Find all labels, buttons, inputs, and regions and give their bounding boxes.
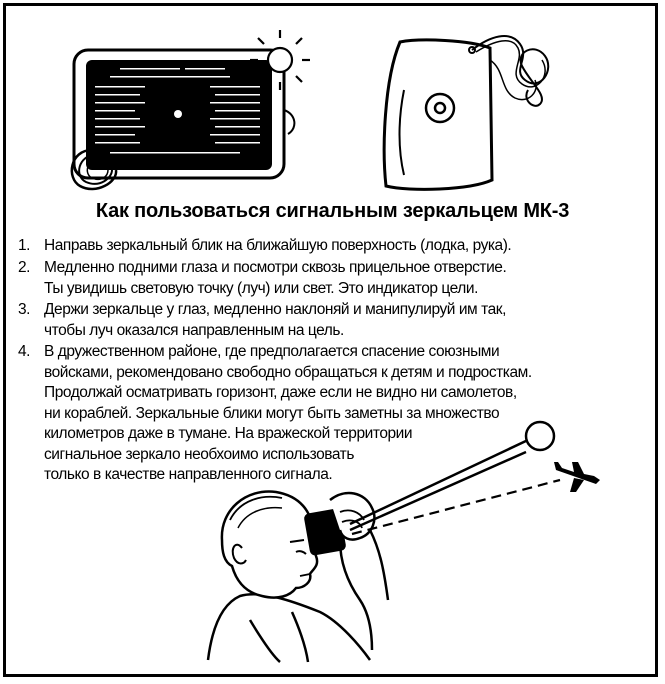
step-text: Медленно подними глаза и посмотри сквозь прицельное отверстие. [44,259,507,276]
step-text: Ты увидишь световую точку (луч) или свет. Это индикатор цели. [44,279,478,297]
step-number: 4. [18,343,31,360]
step-text: войсками, рекомендовано свободно обращаться к детям и подросткам. [44,363,532,381]
step-text: Продолжай осматривать горизонт, даже если не видно ни самолетов, [44,384,517,401]
step-number: 3. [18,301,31,318]
step-number: 2. [18,259,31,276]
step-text: В дружественном районе, где предполагается спасение союзными [44,343,500,360]
step-number: 1. [18,237,31,254]
step-3 [18,300,506,341]
step-text: сигнальное зеркало необхоимо использовать [44,445,354,463]
step-text: Держи зеркальце у глаз, медленно наклоняй и манипулируй им так, [44,301,506,318]
page-title: Как пользоваться сигнальным зеркальцем МК-3 [95,200,570,222]
step-text: только в качестве направленного сигнала. [44,466,333,483]
step-text: километров даже в тумане. На вражеской территории [44,425,413,442]
step-1 [18,236,511,257]
step-text: Направь зеркальный блик на ближайшую поверхность (лодка, рука). [44,237,512,254]
airplane-icon [554,462,600,492]
signal-mirror-back [384,36,548,189]
step-2 [18,258,506,299]
signal-mirror-front [72,50,295,189]
step-text: чтобы луч оказался направленным на цель. [44,321,344,339]
step-4 [18,342,532,486]
step-text: ни кораблей. Зеркальные блики могут быть заметны за множество [44,404,500,422]
person-signaling-illustration [208,492,388,662]
